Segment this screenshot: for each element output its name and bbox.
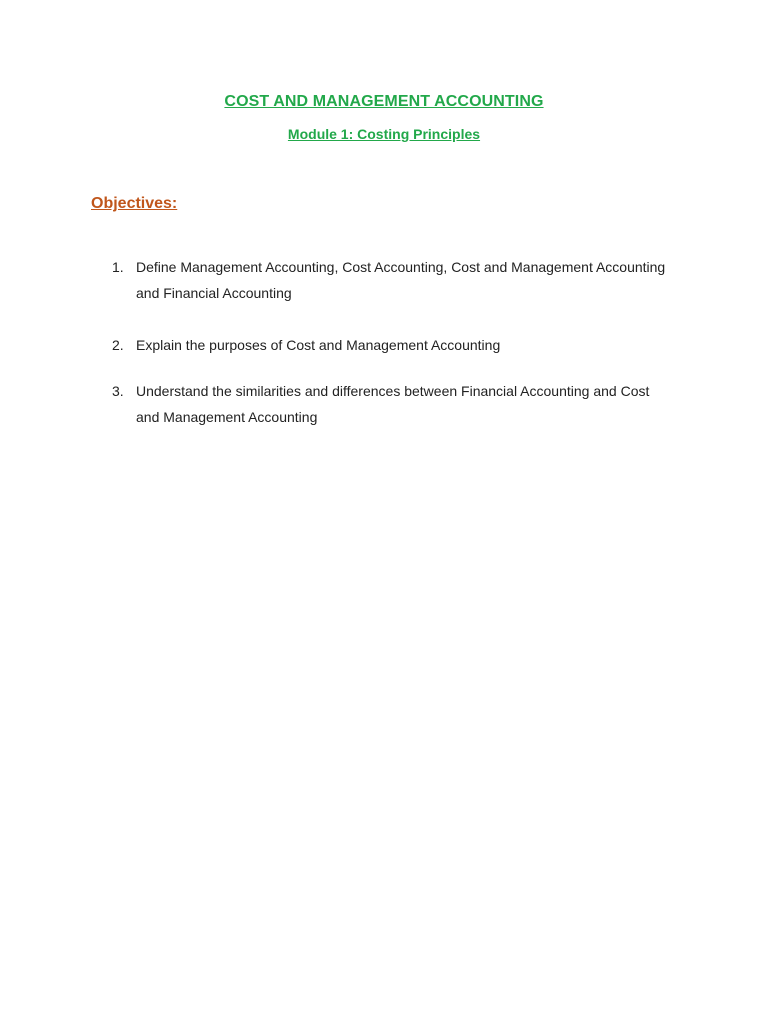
document-title: COST AND MANAGEMENT ACCOUNTING [224,93,544,110]
objective-text: Understand the similarities and differences between Financial Accounting and Cost and Management Accounting [136,383,650,425]
objectives-heading: Objectives: [91,195,178,212]
objective-item-2 [112,332,672,358]
objective-item-3 [112,378,672,430]
objective-number: 3. [112,383,124,399]
objective-text: Explain the purposes of Cost and Management Accounting [136,337,501,353]
module-subtitle: Module 1: Costing Principles [287,126,481,142]
objectives-list [112,254,672,430]
objective-text: Define Management Accounting, Cost Accounting, Cost and Management Accounting and Financial Accounting [136,259,666,301]
objective-item-1 [112,254,672,306]
objective-number: 2. [112,337,124,353]
objective-number: 1. [112,259,124,275]
